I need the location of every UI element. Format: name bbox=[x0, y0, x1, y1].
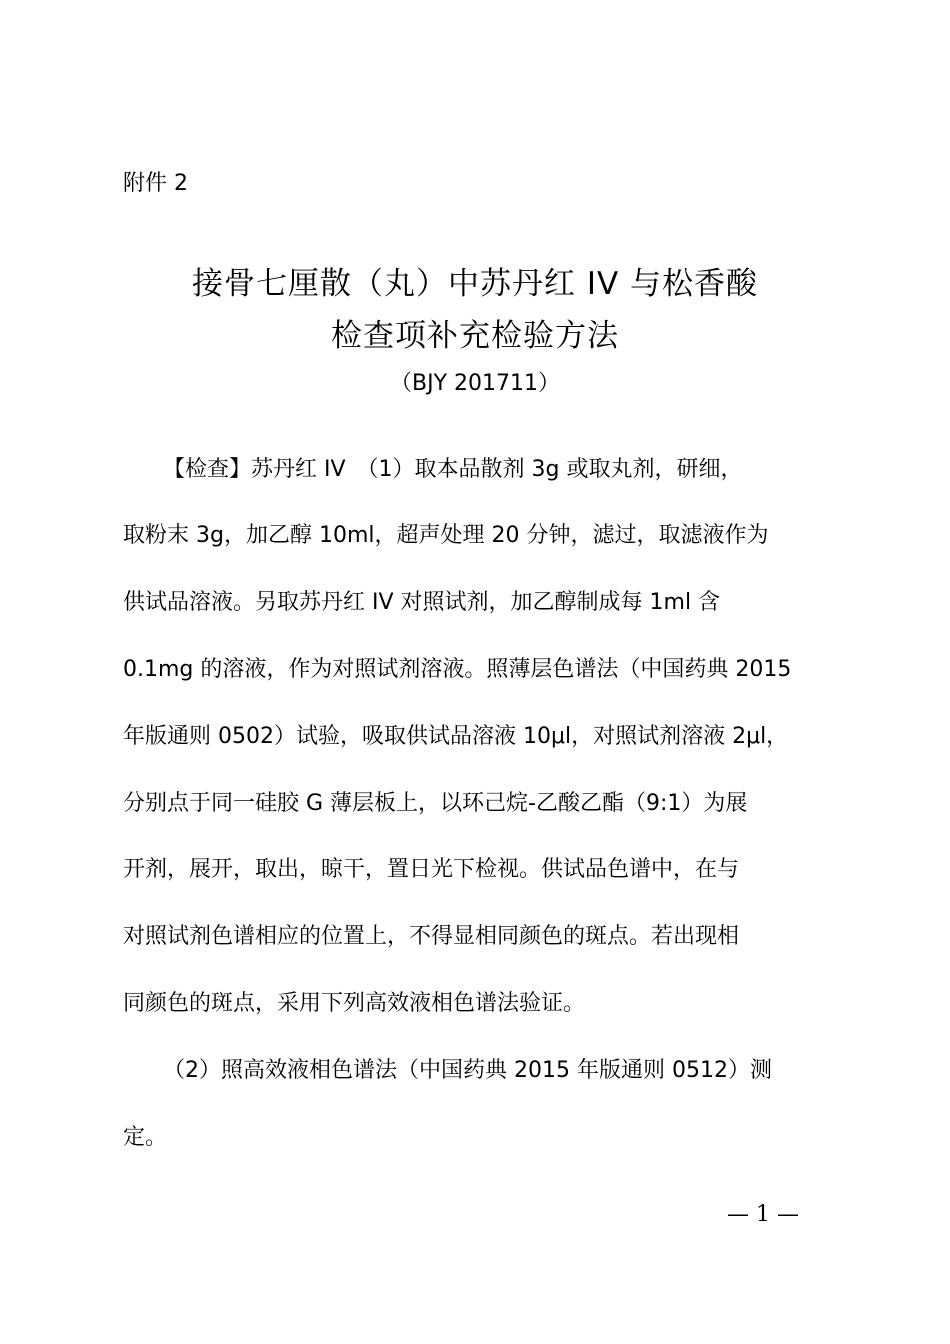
paragraph-line: 取粉末 3g，加乙醇 10ml，超声处理 20 分钟，滤过，取滤液作为 bbox=[123, 523, 769, 548]
attachment-label: 附件 2 bbox=[123, 171, 188, 196]
paragraph-line: 对照试剂色谱相应的位置上，不得显相同颜色的斑点。若出现相 bbox=[123, 924, 740, 949]
paragraph-line: 0.1mg 的溶液，作为对照试剂溶液。照薄层色谱法（中国药典 2015 bbox=[123, 657, 792, 682]
title-line-2: 检查项补充检验方法 bbox=[331, 318, 619, 354]
title-line-1: 接骨七厘散（丸）中苏丹红 IV 与松香酸 bbox=[191, 266, 759, 302]
paragraph-line: 开剂，展开，取出，晾干，置日光下检视。供试品色谱中，在与 bbox=[123, 857, 740, 882]
paragraph-line: 同颜色的斑点，采用下列高效液相色谱法验证。 bbox=[123, 991, 586, 1016]
paragraph-line: 年版通则 0502）试验，吸取供试品溶液 10μl，对照试剂溶液 2μl， bbox=[123, 724, 789, 749]
paragraph-line: （2）照高效液相色谱法（中国药典 2015 年版通则 0512）测 bbox=[163, 1058, 772, 1083]
paragraph-line: 分别点于同一硅胶 G 薄层板上，以环己烷-乙酸乙酯（9:1）为展 bbox=[123, 791, 748, 816]
page-number: — 1 — bbox=[727, 1202, 799, 1227]
standard-code: （BJY 201711） bbox=[390, 371, 560, 396]
paragraph-line: 供试品溶液。另取苏丹红 IV 对照试剂，加乙醇制成每 1ml 含 bbox=[123, 590, 721, 615]
paragraph-line: 定。 bbox=[123, 1125, 168, 1150]
paragraph-line: 【检查】苏丹红 IV （1）取本品散剂 3g 或取丸剂，研细， bbox=[163, 457, 743, 482]
